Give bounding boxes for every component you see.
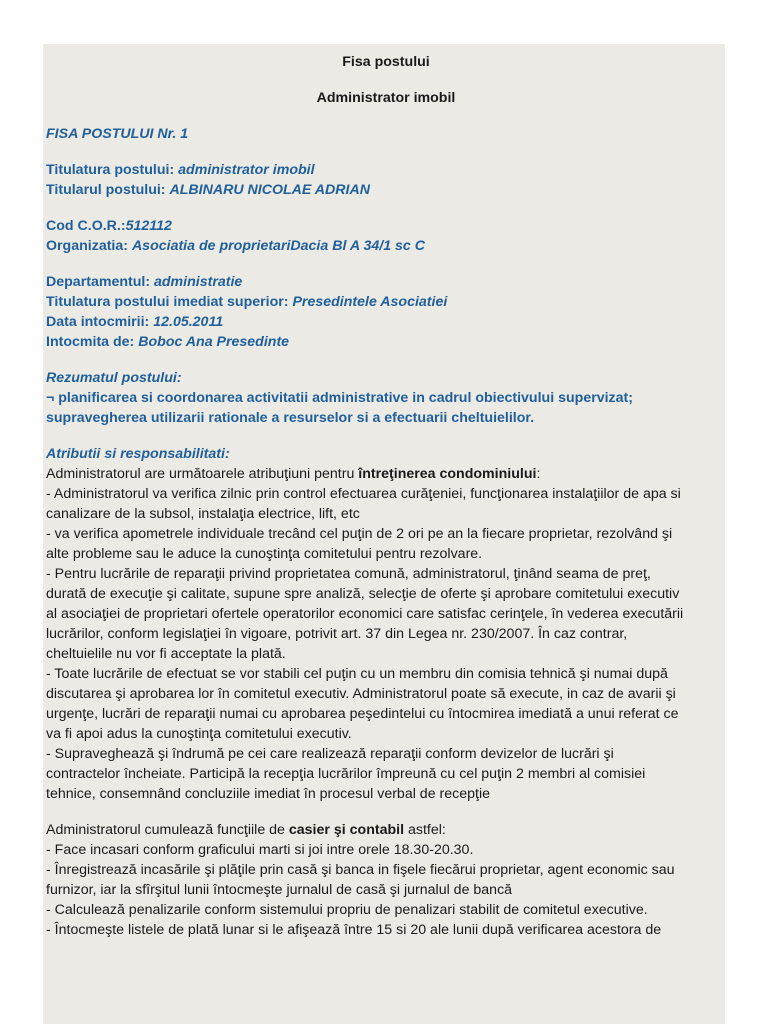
intocmita-label: Intocmita de: <box>46 334 139 350</box>
atributii-line: alte probleme sau le aduce la cunoştinţa comitetului pentru rezolvare. <box>46 546 483 562</box>
atributii-intro <box>46 464 725 484</box>
atributii-line: al asociaţiei de proprietari ofertele operatorilor economici care satisfac cerinţele, în vederea executării <box>46 606 684 622</box>
document-subtitle: Administrator imobil <box>316 90 456 106</box>
cod-row <box>46 216 725 236</box>
atributii-line: durată de execuţie şi calitate, supune spre analiză, selecţie de oferte şi aprobare comitetului executiv <box>46 586 680 602</box>
superior-row <box>46 292 725 312</box>
superior-label: Titulatura postului imediat superior: <box>46 294 293 310</box>
titulatura-value: administrator imobil <box>178 162 315 178</box>
departament-row <box>46 272 725 292</box>
departament-label: Departamentul: <box>46 274 154 290</box>
document-title: Fisa postului <box>342 54 430 70</box>
titulatura-row <box>46 160 725 180</box>
titulatura-label: Titulatura postului: <box>46 162 179 178</box>
atributii-intro-pre: Administratorul are următoarele atribuţiuni pentru <box>46 466 359 482</box>
titular-label: Titularul postului: <box>46 182 170 198</box>
data-label: Data intocmirii: <box>46 314 154 330</box>
casier-line: - Întocmeşte listele de plată lunar si le afişează între 15 si 20 ale lunii după verificarea acestora de <box>46 922 662 938</box>
casier-intro-bold: casier şi contabil <box>288 822 405 838</box>
atributii-intro-post: : <box>536 466 541 482</box>
atributii-line: - Toate lucrările de efectuat se vor stabili cel puţin cu un membru din comisia tehnică şi numai după <box>46 666 668 682</box>
casier-intro <box>46 820 725 840</box>
atributii-intro-bold: întreţinerea condominiului <box>358 466 537 482</box>
atributii-line: contractelor încheiate. Participă la recepţia lucrărilor împreună cu cel puţin 2 membri al comisiei <box>46 766 646 782</box>
departament-value: administratie <box>154 274 243 290</box>
casier-line: - Calculează penalizarile conform sistemului propriu de penalizari stabilit de comitetul executive. <box>46 902 648 918</box>
intocmita-row <box>46 332 725 352</box>
atributii-line: lucrărilor, conform legislaţiei în vigoare, potrivit art. 37 din Legea nr. 230/2007. În caz contrar, <box>46 626 628 642</box>
casier-line: - Face incasari conform graficului marti si joi intre orele 18.30-20.30. <box>46 842 474 858</box>
atributii-heading: Atributii si responsabilitati: <box>46 446 230 462</box>
casier-intro-post: astfel: <box>404 822 446 838</box>
cod-value: 512112 <box>125 218 172 234</box>
rezumat-line-1: ¬ planificarea si coordonarea activitatii administrative in cadrul obiectivului supervizat; <box>46 390 633 406</box>
data-row <box>46 312 725 332</box>
document-page <box>43 44 725 1024</box>
rezumat-heading: Rezumatul postului: <box>46 370 182 386</box>
atributii-line: discutarea şi aprobarea lor în comitetul executiv. Administratorul poate să execute, in caz de avarii şi <box>46 686 676 702</box>
document-content <box>46 44 725 940</box>
organizatia-value: Asociatia de proprietariDacia Bl A 34/1 sc C <box>131 238 425 254</box>
fisa-number: FISA POSTULUI Nr. 1 <box>46 126 189 142</box>
atributii-line: - Supraveghează şi îndrumă pe cei care realizează reparaţii conform devizelor de lucrări şi <box>46 746 614 762</box>
atributii-line: - Pentru lucrările de reparaţii privind proprietatea comună, administratorul, ţinând seama de preţ, <box>46 566 651 582</box>
superior-value: Presedintele Asociatiei <box>292 294 448 310</box>
atributii-line: tehnice, consemnând concluziile imediat în procesul verbal de recepţie <box>46 786 491 802</box>
rezumat-line-2: supravegherea utilizarii rationale a resurselor si a efectuarii cheltuielilor. <box>46 410 535 426</box>
atributii-line: va fi apoi adus la cunoştinţa comitetului executiv. <box>46 726 352 742</box>
atributii-line: urgenţe, lucrări de reparaţii numai cu aprobarea peşedintelui cu întocmirea imediată a unui referat ce <box>46 706 679 722</box>
titular-row <box>46 180 725 200</box>
atributii-line: - Administratorul va verifica zilnic prin control efectuarea curăţeniei, funcţionarea instalaţiilor de apa si <box>46 486 681 502</box>
cod-label: Cod C.O.R.: <box>46 218 126 234</box>
atributii-line: canalizare de la subsol, instalaţia electrice, lift, etc <box>46 506 360 522</box>
organizatia-row <box>46 236 725 256</box>
casier-line: - Înregistrează incasările şi plăţile prin casă şi banca in fişele fiecărui proprietar, agent economic sau <box>46 862 675 878</box>
intocmita-value: Boboc Ana Presedinte <box>138 334 290 350</box>
atributii-line: cheltuielile nu vor fi acceptate la plată. <box>46 646 286 662</box>
organizatia-label: Organizatia: <box>46 238 132 254</box>
titular-value: ALBINARU NICOLAE ADRIAN <box>169 182 370 198</box>
atributii-line: - va verifica apometrele individuale trecând cel puţin de 2 ori pe an la fiecare proprietar, rezolvând şi <box>46 526 673 542</box>
casier-line: furnizor, iar la sfîrşitul lunii întocmeşte jurnalul de casă şi jurnalul de bancă <box>46 882 513 898</box>
casier-intro-pre: Administratorul cumulează funcţiile de <box>46 822 289 838</box>
data-value: 12.05.2011 <box>153 314 224 330</box>
